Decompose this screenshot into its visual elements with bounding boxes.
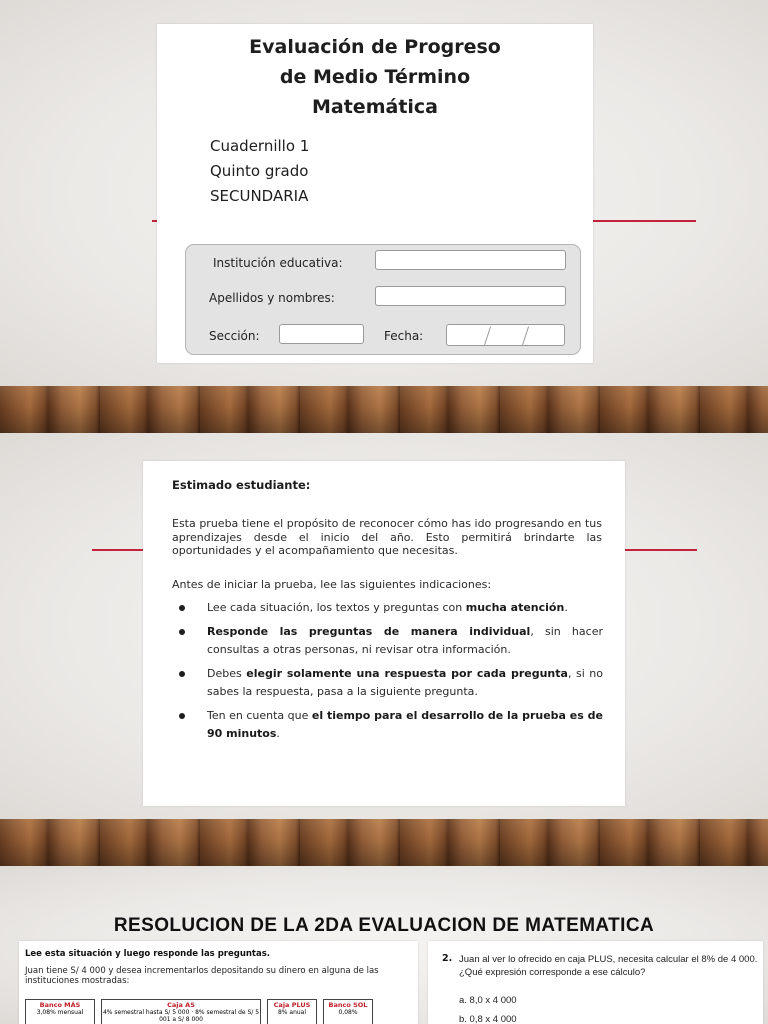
cover-title-line: de Medio Término: [279, 66, 471, 88]
list-item: Debes elegir solamente una respuesta por cada pregunta, si no sabes la respuesta, pasa a la siguiente pregunta.: [179, 665, 603, 701]
banks-row: [25, 999, 373, 1024]
decor-line-right: [593, 220, 696, 222]
booklet-label: Cuadernillo 1: [210, 137, 310, 155]
slide-cover: [0, 0, 768, 386]
decor-line-right: [625, 549, 697, 551]
resolution-title: RESOLUCION DE LA 2DA EVALUACION DE MATEMATICA: [113, 915, 655, 936]
decor-line-left: [92, 549, 144, 551]
question-number: 2.: [442, 953, 453, 964]
bank-box: Caja PLUS 8% anual: [267, 999, 317, 1024]
question-page: [428, 941, 763, 1024]
student-form: [185, 244, 581, 355]
cover-title-line: Evaluación de Progreso: [249, 36, 501, 58]
section-field[interactable]: [279, 324, 364, 344]
names-field[interactable]: [375, 286, 566, 306]
date-separator: [522, 326, 529, 345]
list-item: Lee cada situación, los textos y preguntas con mucha atención.: [179, 599, 603, 617]
date-separator: [484, 326, 491, 345]
instructions-intro: Esta prueba tiene el propósito de reconocer cómo has ido progresando en tus aprendizajes desde el inicio del año. Esto permitirá brindarte las oportunidades y el acompañamiento que necesitas.: [172, 517, 602, 557]
wood-divider: [0, 819, 768, 866]
institution-label: Institución educativa:: [213, 256, 343, 270]
bank-box: Banco SOL 0,08%: [323, 999, 373, 1024]
grade-label: Quinto grado: [210, 162, 309, 180]
question-text: Juan al ver lo ofrecido en caja PLUS, necesita calcular el 8% de 4 000. ¿Qué expresión corresponde a ese cálculo?: [459, 954, 758, 978]
instructions-list: [179, 599, 603, 749]
instructions-before: Antes de iniciar la prueba, lee las siguientes indicaciones:: [172, 578, 492, 591]
names-label: Apellidos y nombres:: [209, 291, 335, 305]
bank-box: Banco MÁS 3,08% mensual: [25, 999, 95, 1024]
cover-title: [157, 32, 593, 122]
institution-field[interactable]: [375, 250, 566, 270]
option-a[interactable]: a. 8,0 x 4 000: [459, 995, 517, 1006]
situation-page: [19, 941, 418, 1024]
instructions-page: [143, 461, 625, 806]
wood-divider: [0, 386, 768, 433]
bank-box: Caja AS 4% semestral hasta S/ 5 000 · 8% semestral de S/ 5 001 a S/ 8 000: [101, 999, 261, 1024]
instructions-heading: Estimado estudiante:: [172, 478, 311, 492]
date-field[interactable]: [446, 324, 565, 346]
cover-info: [210, 134, 309, 209]
level-label: SECUNDARIA: [210, 187, 309, 205]
list-item: Responde las preguntas de manera individual, sin hacer consultas a otras personas, ni revisar otra información.: [179, 623, 603, 659]
cover-title-line: Matemática: [312, 96, 438, 118]
situation-text: Juan tiene S/ 4 000 y desea incrementarlos depositando su dinero en alguna de las instituciones mostradas:: [25, 966, 379, 986]
date-label: Fecha:: [384, 329, 424, 343]
section-label: Sección:: [209, 329, 260, 343]
cover-page: [157, 24, 593, 363]
option-b[interactable]: b. 0,8 x 4 000: [459, 1014, 517, 1024]
situation-heading: Lee esta situación y luego responde las preguntas.: [25, 949, 271, 959]
list-item: Ten en cuenta que el tiempo para el desarrollo de la prueba es de 90 minutos.: [179, 707, 603, 743]
